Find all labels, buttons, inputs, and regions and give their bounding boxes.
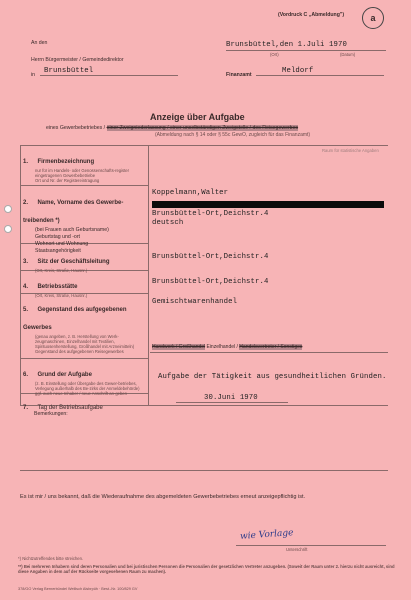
footnote-1: *) Nichtzutreffendes bitte streichen. [18,556,84,561]
datum-label: (Datum) [340,52,356,57]
grund-value: Aufgabe der Tätigkeit aus gesundheitlichen Gründen. [158,373,387,381]
table-divider [148,145,149,405]
row-label: Tag der Betriebsaufgabe [37,405,103,411]
wohnort-value: Brunsbüttel-Ort,Deichstr.4 [152,210,269,218]
row-num: 5. [23,307,29,313]
footnote-2: **) Bei mehreren Inhabern sind deren Personalien und bei juristischen Personen die Personalien der gesetzlichen Vertreter anzugeben. (Soweit der Raum unter 2. hierzu nicht ausreicht, sind diese Angaben in dem auf der Rückseite vorgesehenen Raum zu machen). [18,564,395,574]
row-line [20,358,148,359]
staatsangehoerigkeit-value: deutsch [152,219,184,227]
signature-label: Unterschrift [286,547,308,552]
handwritten-signature: wie Vorlage [239,528,294,542]
row-label: Gegenstand des aufgegebenen Gewerbes [23,307,127,331]
struck-option: Handelsvertreter / Sonstiges [239,344,303,350]
in-label: in [31,72,36,78]
row-sub: nur für im Handels- oder Genossenschafts-register eingetragenen Gewerbebetriebe Ort und Nr. der Registereintragung [35,168,130,183]
imprint: 378/GO Verlag Bernerbündel Weillsch Alsbrpüh · Best.-Nr. 100/829 GV [18,587,138,591]
form-title: Anzeige über Aufgabe [150,112,245,122]
signature-line [236,545,386,546]
rule [226,50,386,51]
row-sitz [23,250,146,273]
gewerbe-art [152,344,302,350]
row-sub: (Ort, Kreis, Straße, Hausnr.) [35,268,88,273]
title-prefix: eines Gewerbebetriebes / [46,125,106,131]
herrn-label: Herrn Bürgermeister / Gemeindedirektor [31,57,124,63]
vordruck-circle: a [362,7,384,29]
title-line1 [46,125,298,131]
tag-value: 30.Juni 1970 [204,394,258,402]
stat-note: Raum für statistische Angaben [322,148,379,153]
finanzamt-label: Finanzamt [226,72,252,78]
row-sub: (z. B. Einstellung oder Übergabe des Gewer-betriebes, Verlegung außerhalb des Be-zirks der Anmeldebehörde) ggf. auch neue Inhaber / neue Anschrift an-geben [35,381,140,396]
vordruck-label: (Vordruck C „Abmeldung") [278,12,345,18]
punch-hole [4,205,12,213]
recipient-city: Brunsbüttel [44,67,94,75]
betriebsstaette-value: Brunsbüttel-Ort,Deichstr.4 [152,278,269,286]
sitz-value: Brunsbüttel-Ort,Deichstr.4 [152,253,269,261]
bemerkungen-label: Bemerkungen: [34,411,68,417]
row-num: 4. [23,284,29,290]
rule [150,352,388,353]
row-firmenbezeichnung [23,150,146,183]
title-struck: einer Zweigniederlassung / einer unselbständigen Zweigstelle / des Reisegewerbes [106,125,299,131]
row-line [20,185,148,186]
row-num: 7. [23,405,29,411]
table-border [20,145,388,146]
row-label: Name, Vorname des Gewerbe-treibenden *) [23,200,124,224]
table-border [20,145,21,405]
selected-option: Einzelhandel / [205,344,240,350]
gegenstand-value: Gemischtwarenhandel [152,298,238,306]
row-label: Grund der Aufgabe [37,372,92,378]
title-line2: (Abmeldung nach § 14 oder § 55c GewO, zugleich für das Finanzamt) [155,132,311,138]
row-num: 2. [23,200,29,206]
row-num: 3. [23,259,29,265]
row-betriebsstaette [23,275,146,298]
row-gegenstand [23,298,146,354]
struck-option: Handwerk / Großhandel [152,344,206,350]
row-sub: (Ort, Kreis, Straße, Hausnr.) [35,293,88,298]
rule [256,75,384,76]
row-grund [23,363,146,396]
rule [40,75,178,76]
ort-label: (Ort) [270,52,279,57]
redaction-bar [152,201,384,208]
an-den-label: An den [31,40,48,46]
statement: Es ist mir / uns bekannt, daß die Wiederaufnahme des abgemeldeten Gewerbebetriebes erneut anzeigepflichtig ist. [20,494,306,500]
row-label: Firmenbezeichnung [37,159,95,165]
row-sub: (genau angeben, z. B. Herstellung von Werk-zeugmaschinen, Einzelhandel mit Textilien, Spirituosenherstellung, Großhandel mit Arzneimitteln) Gegenstand des aufgegebenen Reisegewerbes [35,334,135,354]
place-date: Brunsbüttel,den 1.Juli 1970 [226,41,347,49]
finanzamt-value: Meldorf [282,67,314,75]
rule [176,402,288,403]
row-name [23,191,146,255]
row-num: 6. [23,372,29,378]
name-value: Koppelmann,Walter [152,189,229,197]
row-sub: (bei Frauen auch Geburtsname) Geburtstag und -ort Wohnort und Wohnung Staatsangehörigkeit [35,227,109,254]
row-num: 1. [23,159,29,165]
row-label: Betriebsstätte [37,284,78,290]
rule [20,470,388,471]
row-label: Sitz der Geschäftsleitung [37,259,110,265]
punch-hole [4,225,12,233]
